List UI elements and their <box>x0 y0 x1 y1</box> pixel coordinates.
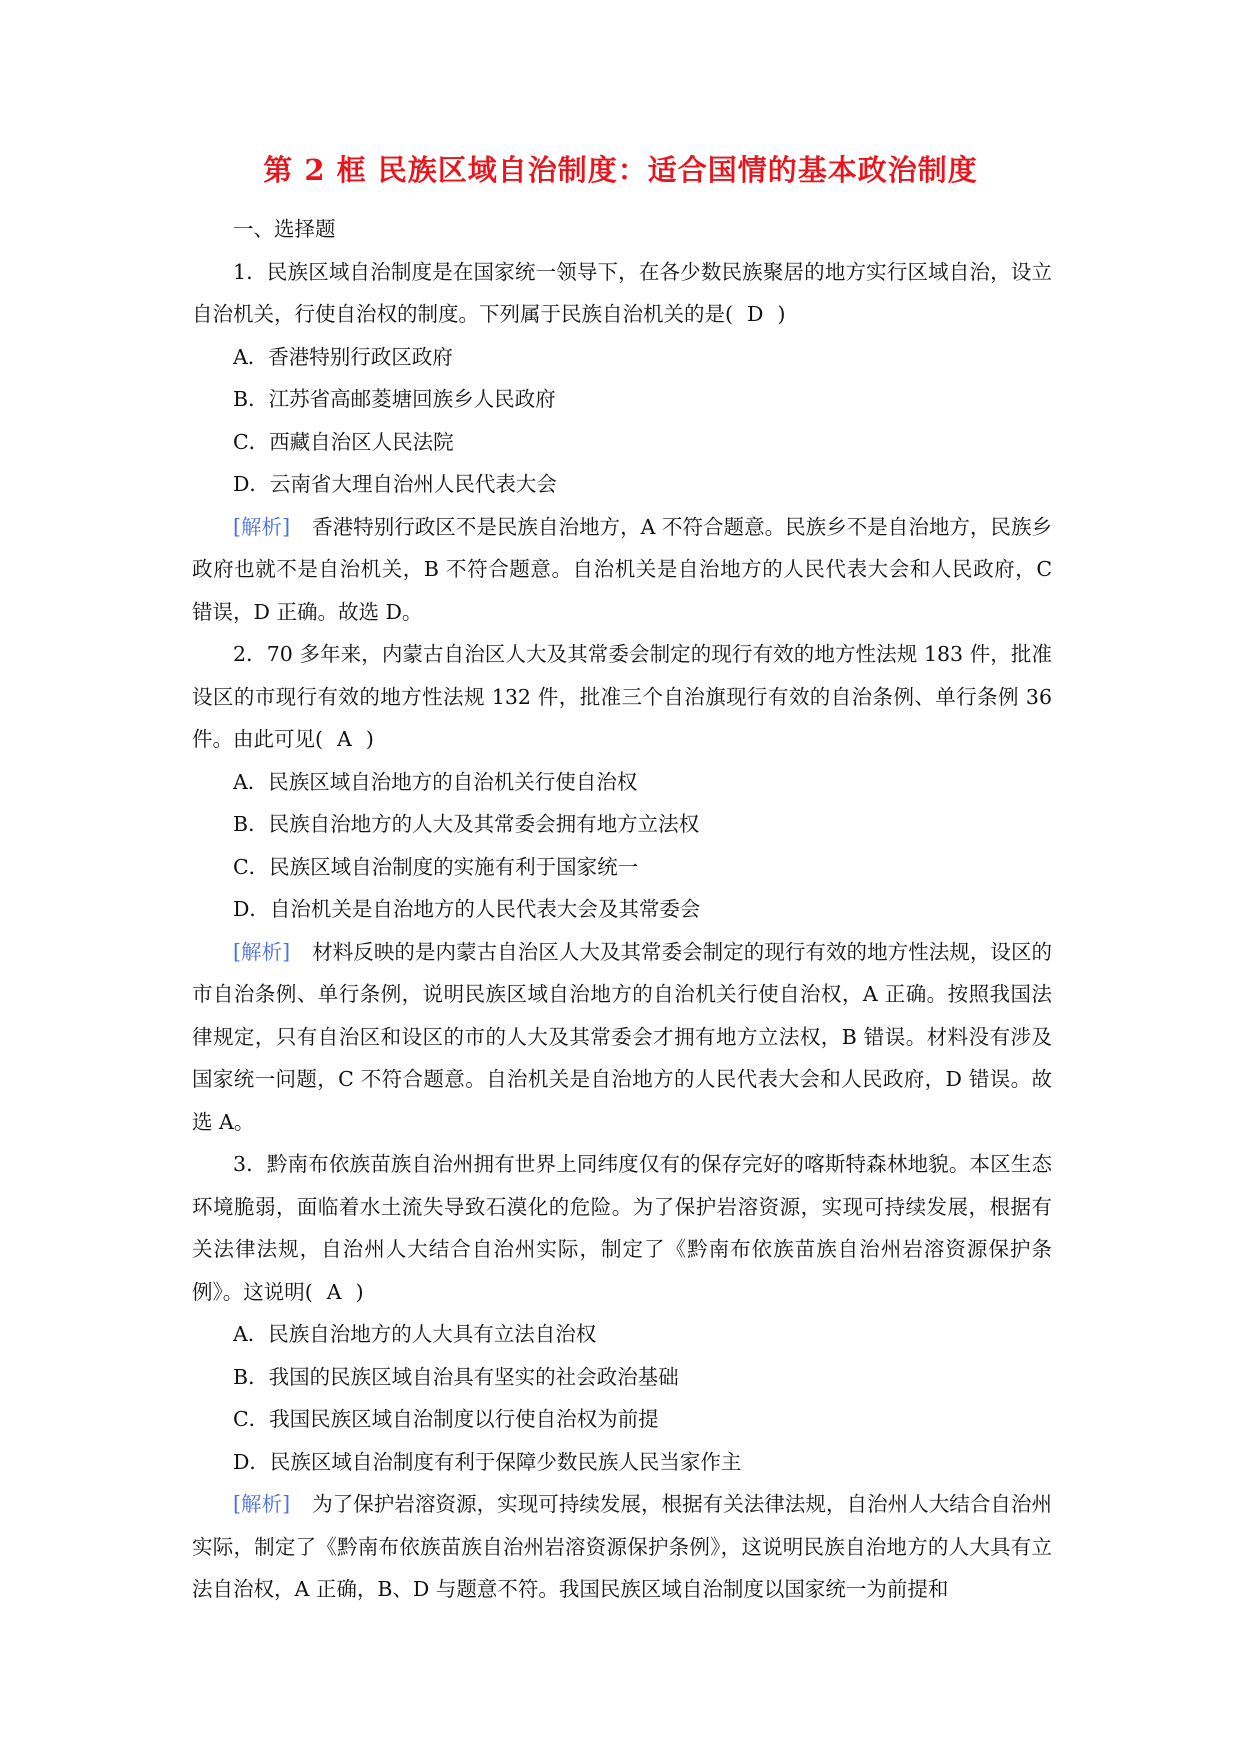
answer-letter: D <box>747 302 764 326</box>
analysis: [解析] 材料反映的是内蒙古自治区人大及其常委会制定的现行有效的地方性法规，设区的市自治条例、单行条例，说明民族区域自治地方的自治机关行使自治权，A 正确。按照我国法律规定，只有自治区和设区的市的人大及其常委会才拥有地方立法权，B 错误。材料没有涉及国家统一问题，C 不符合题意。自治机关是自治地方的人民代表大会和人民政府，D 错误。故选 A。 <box>192 939 1053 1134</box>
option-a: A．民族区域自治地方的自治机关行使自治权 <box>233 769 638 794</box>
option-c: C．我国民族区域自治制度以行使自治权为前提 <box>233 1407 659 1431</box>
option-d: D．民族区域自治制度有利于保障少数民族人民当家作主 <box>233 1449 742 1474</box>
analysis: [解析] 香港特别行政区不是民族自治地方，A 不符合题意。民族乡不是自治地方，民族乡政府也就不是自治机关，B 不符合题意。自治机关是自治地方的人民代表大会和人民政府，C 错误，D 正确。故选 D。 <box>192 514 1052 624</box>
document-body <box>192 208 1052 1611</box>
option-d: D．云南省大理自治州人民代表大会 <box>233 472 557 496</box>
option-b: B．民族自治地方的人大及其常委会拥有地方立法权 <box>233 812 700 836</box>
question-stem: 3．黔南布依族苗族自治州拥有世界上同纬度仅有的保存完好的喀斯特森林地貌。本区生态环境脆弱，面临着水土流失导致石漠化的危险。为了保护岩溶资源，实现可持续发展，根据有关法律法规，自治州人大结合自治州实际，制定了《黔南布依族苗族自治州岩溶资源保护条例》。这说明( A ) <box>192 1152 1052 1304</box>
option-c: C．西藏自治区人民法院 <box>233 429 454 454</box>
option-a: A．民族自治地方的人大具有立法自治权 <box>233 1322 597 1346</box>
option-b: B．我国的民族区域自治具有坚实的社会政治基础 <box>233 1364 679 1389</box>
question-2 <box>192 633 1052 1143</box>
analysis-tag: [解析] <box>233 514 291 539</box>
option-a: A．香港特别行政区政府 <box>233 344 453 369</box>
analysis: [解析] 为了保护岩溶资源，实现可持续发展，根据有关法律法规，自治州人大结合自治州实际，制定了《黔南布依族苗族自治州岩溶资源保护条例》，这说明民族自治地方的人大具有立法自治权，A 正确，B、D 与题意不符。我国民族区域自治制度以国家统一为前提和 <box>192 1492 1053 1601</box>
option-b: B．江苏省高邮菱塘回族乡人民政府 <box>233 387 556 411</box>
analysis-tag: [解析] <box>233 939 291 964</box>
question-stem: 2．70 多年来，内蒙古自治区人大及其常委会制定的现行有效的地方性法规 183 件，批准设区的市现行有效的地方性法规 132 件，批准三个自治旗现行有效的自治条例、单行条例 36 件。由此可见( A ) <box>192 642 1052 751</box>
page-title: 第 2 框 民族区域自治制度：适合国情的基本政治制度 <box>263 153 978 187</box>
question-3 <box>192 1143 1052 1611</box>
section-heading: 一、选择题 <box>233 217 336 241</box>
option-d: D．自治机关是自治地方的人民代表大会及其常委会 <box>233 897 701 921</box>
option-c: C．民族区域自治制度的实施有利于国家统一 <box>233 854 639 879</box>
question-1 <box>192 251 1052 634</box>
answer-letter: A <box>326 1279 342 1304</box>
analysis-tag: [解析] <box>233 1492 291 1516</box>
question-stem: 1．民族区域自治制度是在国家统一领导下，在各少数民族聚居的地方实行区域自治，设立自治机关，行使自治权的制度。下列属于民族自治机关的是( D ) <box>192 259 1052 326</box>
answer-letter: A <box>337 727 352 751</box>
